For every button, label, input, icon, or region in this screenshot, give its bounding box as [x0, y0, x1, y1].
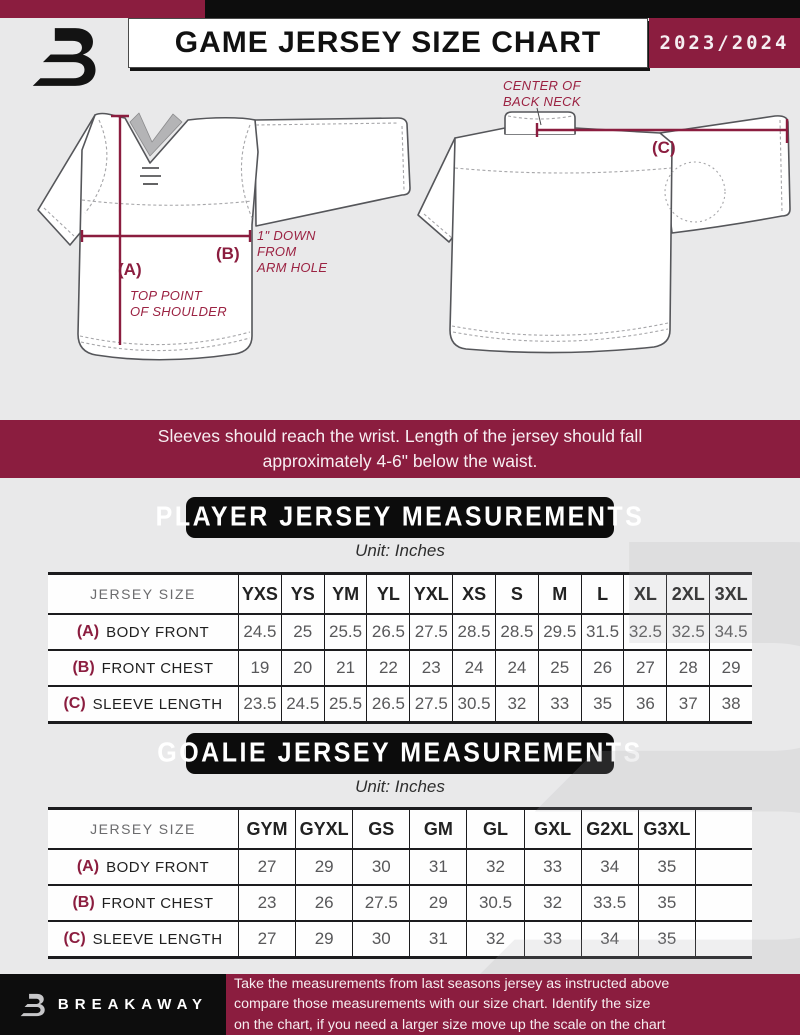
- value-cell: 28.5: [495, 615, 538, 649]
- back-right-sleeve: [660, 116, 790, 233]
- value-cell: 23.5: [238, 687, 281, 721]
- table-header-row: [48, 810, 752, 848]
- value-cell: 32: [466, 922, 523, 956]
- size-header-cell: GYM: [238, 810, 295, 848]
- value-cell: [695, 850, 752, 884]
- size-header-cell: G2XL: [581, 810, 638, 848]
- row-label: (A) BODY FRONT: [48, 850, 238, 884]
- value-cell: 27: [623, 651, 666, 685]
- value-cell: 25.5: [324, 687, 367, 721]
- size-header-cell: XS: [452, 575, 495, 613]
- banner-line-2: approximately 4-6" below the waist.: [262, 451, 538, 471]
- front-label-b-desc: 1" DOWN FROM ARM HOLE: [257, 228, 328, 275]
- size-header-cell: M: [538, 575, 581, 613]
- table-row: [48, 685, 752, 721]
- size-header-cell: 2XL: [666, 575, 709, 613]
- size-header-cell: YS: [281, 575, 324, 613]
- banner-line-1: Sleeves should reach the wrist. Length of the jersey should fall: [157, 426, 643, 446]
- value-cell: 35: [581, 687, 624, 721]
- value-cell: 26.5: [366, 687, 409, 721]
- value-cell: 31.5: [581, 615, 624, 649]
- value-cell: 27.5: [409, 615, 452, 649]
- goalie-measurements-table: [48, 807, 752, 959]
- value-cell: 37: [666, 687, 709, 721]
- size-header-cell: G3XL: [638, 810, 695, 848]
- size-header-cell: YM: [324, 575, 367, 613]
- goalie-section-title: GOALIE JERSEY MEASUREMENTS: [157, 737, 643, 769]
- size-header-cell: [695, 810, 752, 848]
- size-header-cell: YXL: [409, 575, 452, 613]
- value-cell: 28.5: [452, 615, 495, 649]
- table-header-row: [48, 575, 752, 613]
- page-title: GAME JERSEY SIZE CHART: [174, 26, 602, 59]
- back-body: [450, 128, 672, 353]
- value-cell: 27.5: [352, 886, 409, 920]
- value-cell: 23: [409, 651, 452, 685]
- footer-b-logo: [18, 992, 48, 1018]
- table-corner-label: JERSEY SIZE: [48, 575, 238, 613]
- value-cell: 29.5: [538, 615, 581, 649]
- value-cell: 31: [409, 850, 466, 884]
- fit-note-banner: [0, 420, 800, 478]
- value-cell: 22: [366, 651, 409, 685]
- value-cell: 38: [709, 687, 752, 721]
- value-cell: 20: [281, 651, 324, 685]
- value-cell: 28: [666, 651, 709, 685]
- value-cell: 32: [466, 850, 523, 884]
- value-cell: 24.5: [281, 687, 324, 721]
- table-row: [48, 649, 752, 685]
- value-cell: 30: [352, 850, 409, 884]
- value-cell: 33: [524, 850, 581, 884]
- footer-line-1: Take the measurements from last seasons jersey as instructed above: [234, 976, 670, 993]
- value-cell: 21: [324, 651, 367, 685]
- value-cell: 36: [623, 687, 666, 721]
- size-header-cell: GL: [466, 810, 523, 848]
- size-header-cell: 3XL: [709, 575, 752, 613]
- value-cell: 32.5: [666, 615, 709, 649]
- value-cell: 23: [238, 886, 295, 920]
- size-header-cell: S: [495, 575, 538, 613]
- player-section-title: PLAYER JERSEY MEASUREMENTS: [155, 501, 645, 533]
- value-cell: 29: [709, 651, 752, 685]
- value-cell: 24: [495, 651, 538, 685]
- table-row: [48, 848, 752, 884]
- value-cell: 26.5: [366, 615, 409, 649]
- value-cell: 26: [295, 886, 352, 920]
- value-cell: 30.5: [466, 886, 523, 920]
- value-cell: [695, 922, 752, 956]
- value-cell: 29: [295, 850, 352, 884]
- top-strip-maroon: [0, 0, 205, 18]
- row-label: (A) BODY FRONT: [48, 615, 238, 649]
- season-label: 2023/2024: [659, 32, 790, 54]
- value-cell: 30.5: [452, 687, 495, 721]
- table-row: [48, 920, 752, 956]
- season-box: [649, 18, 800, 68]
- row-label: (B) FRONT CHEST: [48, 651, 238, 685]
- footer-brand-area: [0, 974, 226, 1035]
- value-cell: 19: [238, 651, 281, 685]
- table-corner-label: JERSEY SIZE: [48, 810, 238, 848]
- value-cell: 34.5: [709, 615, 752, 649]
- front-label-a-desc: TOP POINT OF SHOULDER: [130, 288, 227, 319]
- value-cell: 25: [281, 615, 324, 649]
- front-label-a: (A): [118, 260, 142, 279]
- value-cell: [695, 886, 752, 920]
- size-header-cell: YL: [366, 575, 409, 613]
- row-label: (C) SLEEVE LENGTH: [48, 687, 238, 721]
- size-header-cell: GXL: [524, 810, 581, 848]
- value-cell: 35: [638, 886, 695, 920]
- value-cell: 34: [581, 922, 638, 956]
- page-title-box: [128, 18, 648, 68]
- value-cell: 35: [638, 922, 695, 956]
- value-cell: 24: [452, 651, 495, 685]
- size-header-cell: GM: [409, 810, 466, 848]
- player-measurements-table: [48, 572, 752, 724]
- size-header-cell: XL: [623, 575, 666, 613]
- value-cell: 30: [352, 922, 409, 956]
- back-label-c-desc: CENTER OF BACK NECK: [503, 78, 581, 109]
- jersey-diagram-art: [0, 68, 800, 420]
- value-cell: 34: [581, 850, 638, 884]
- value-cell: 27.5: [409, 687, 452, 721]
- value-cell: 32: [495, 687, 538, 721]
- size-header-cell: L: [581, 575, 624, 613]
- value-cell: 29: [409, 886, 466, 920]
- value-cell: 27: [238, 922, 295, 956]
- value-cell: 24.5: [238, 615, 281, 649]
- value-cell: 33: [538, 687, 581, 721]
- value-cell: 33.5: [581, 886, 638, 920]
- value-cell: 32: [524, 886, 581, 920]
- footer-line-3: on the chart, if you need a larger size move up the scale on the chart: [234, 1016, 666, 1033]
- back-label-c: (C): [652, 138, 676, 157]
- front-label-b: (B): [216, 244, 240, 263]
- goalie-section-header: [157, 733, 643, 774]
- value-cell: 27: [238, 850, 295, 884]
- size-header-cell: GYXL: [295, 810, 352, 848]
- front-right-sleeve: [255, 118, 410, 226]
- footer-instructions: [226, 974, 800, 1035]
- value-cell: 35: [638, 850, 695, 884]
- footer-line-2: compare those measurements with our size chart. Identify the size: [234, 996, 651, 1013]
- footer-brand-name: BREAKAWAY: [57, 996, 209, 1013]
- value-cell: 32.5: [623, 615, 666, 649]
- player-unit-label: Unit: Inches: [355, 541, 445, 560]
- value-cell: 25: [538, 651, 581, 685]
- value-cell: 26: [581, 651, 624, 685]
- value-cell: 25.5: [324, 615, 367, 649]
- value-cell: 29: [295, 922, 352, 956]
- row-label: (B) FRONT CHEST: [48, 886, 238, 920]
- size-header-cell: GS: [352, 810, 409, 848]
- goalie-unit-label: Unit: Inches: [355, 777, 445, 796]
- table-row: [48, 884, 752, 920]
- row-label: (C) SLEEVE LENGTH: [48, 922, 238, 956]
- size-header-cell: YXS: [238, 575, 281, 613]
- value-cell: 31: [409, 922, 466, 956]
- top-strip-black: [205, 0, 800, 18]
- value-cell: 33: [524, 922, 581, 956]
- player-section-header: [155, 497, 645, 538]
- jersey-diagrams: [0, 68, 800, 420]
- table-row: [48, 613, 752, 649]
